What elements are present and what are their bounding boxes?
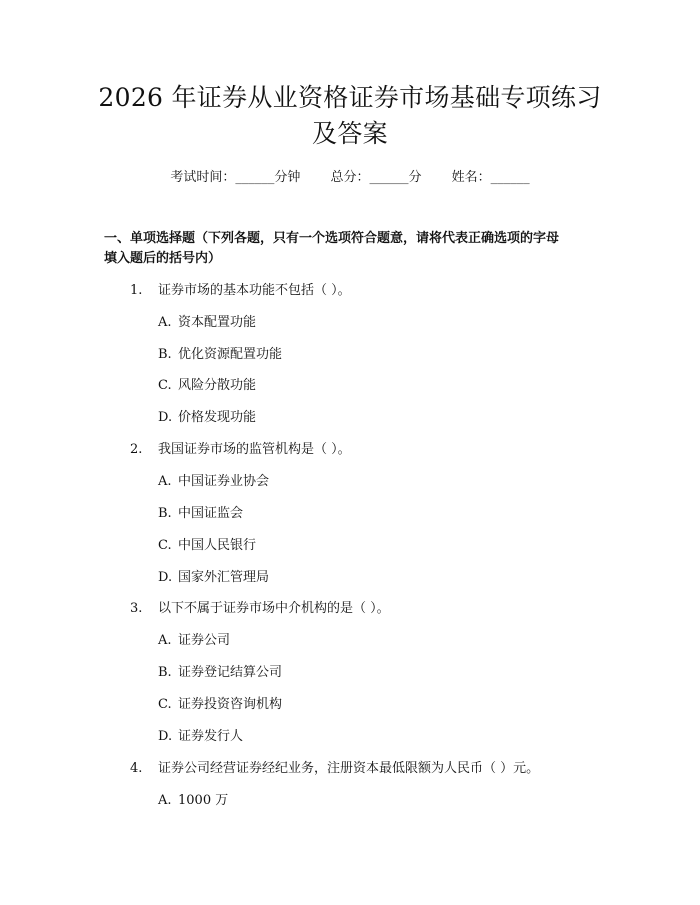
section-heading [104,229,604,269]
question-3-option-b [158,663,282,683]
question-2-option-a [158,472,269,492]
question-text: 证券市场的基本功能不包括（ ）。 [158,283,351,298]
exam-time-label: 考试时间： [170,170,236,185]
question-4 [130,759,539,779]
option-letter: A. [158,474,172,489]
exam-name-blank: ______ [490,170,530,185]
option-letter: D. [158,570,173,585]
question-1-option-c [158,376,256,396]
option-letter: D. [158,410,173,425]
question-3 [130,599,390,619]
exam-score-label: 总分： [330,170,370,185]
question-2-option-b [158,504,243,524]
option-letter: B. [158,347,172,362]
document-title [0,80,700,152]
question-2 [130,440,351,460]
option-text: 证券投资咨询机构 [178,697,283,712]
option-text: 优化资源配置功能 [178,347,283,362]
question-3-option-d [158,727,243,747]
question-1-option-b [158,345,282,365]
exam-name-label: 姓名： [451,170,491,185]
exam-score-blank: ______ [369,170,409,185]
option-text: 中国证券业协会 [178,474,270,489]
exam-time [170,168,300,188]
title-line-1: 2026 年证券从业资格证券市场基础专项练习 [98,83,602,112]
option-letter: A. [158,793,172,808]
option-text: 证券登记结算公司 [178,665,283,680]
option-text: 1000 万 [178,793,229,808]
question-number: 2. [130,442,143,457]
exam-name [452,168,530,188]
option-text: 中国人民银行 [178,538,257,553]
option-letter: C. [158,697,172,712]
option-text: 国家外汇管理局 [178,570,270,585]
question-3-option-a [158,631,230,651]
option-letter: A. [158,315,172,330]
question-2-option-c [158,536,256,556]
option-text: 证券公司 [178,633,231,648]
question-1-option-a [158,313,256,333]
exam-time-blank: ______ [235,170,275,185]
section-heading-line-2: 填入题后的括号内） [104,251,222,266]
question-2-option-d [158,568,269,588]
option-letter: A. [158,633,172,648]
option-text: 价格发现功能 [178,410,257,425]
question-number: 4. [130,761,143,776]
question-1 [130,281,351,301]
option-letter: D. [158,729,173,744]
option-text: 中国证监会 [178,506,244,521]
option-letter: B. [158,506,172,521]
exam-score [330,168,421,188]
question-1-option-d [158,408,256,428]
exam-info [0,168,700,188]
exam-time-unit: 分钟 [274,170,301,185]
section-heading-line-1: 一、单项选择题（下列各题，只有一个选项符合题意，请将代表正确选项的字母 [104,231,560,246]
option-text: 证券发行人 [178,729,244,744]
question-4-option-a [158,791,228,811]
title-line-2: 及答案 [312,119,388,148]
question-number: 3. [130,601,143,616]
option-letter: B. [158,665,172,680]
question-text: 我国证券市场的监管机构是（ ）。 [158,442,351,457]
option-letter: C. [158,378,172,393]
question-3-option-c [158,695,282,715]
option-letter: C. [158,538,172,553]
option-text: 资本配置功能 [178,315,257,330]
question-text: 以下不属于证券市场中介机构的是（ ）。 [158,601,390,616]
question-text: 证券公司经营证券经纪业务，注册资本最低限额为人民币（ ）元。 [158,761,540,776]
exam-score-unit: 分 [408,170,422,185]
question-number: 1. [130,283,143,298]
option-text: 风险分散功能 [178,378,257,393]
